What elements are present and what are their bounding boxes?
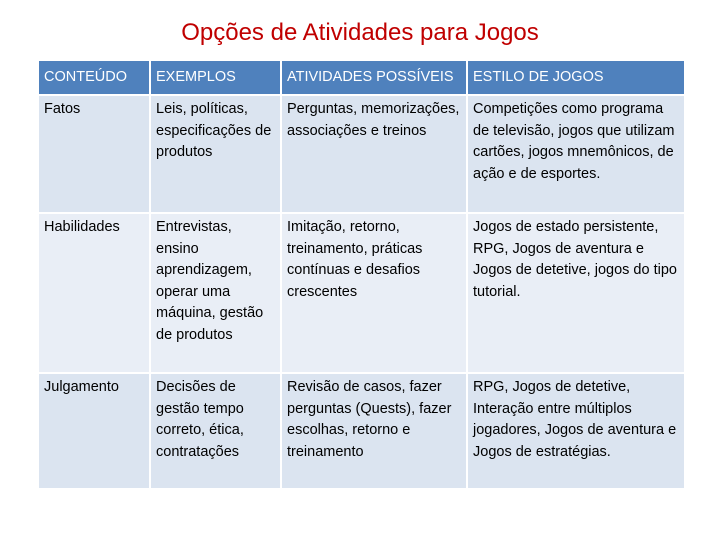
cell-conteudo: Julgamento (38, 373, 150, 489)
table-row (38, 373, 685, 489)
activities-table (37, 59, 686, 490)
cell-exemplos: Leis, políticas, especificações de produtos (150, 95, 281, 213)
header-atividades: ATIVIDADES POSSÍVEIS (281, 60, 467, 95)
table-header-row (38, 60, 685, 95)
cell-atividades: Revisão de casos, fazer perguntas (Quests), fazer escolhas, retorno e treinamento (281, 373, 467, 489)
cell-conteudo: Fatos (38, 95, 150, 213)
cell-estilo: RPG, Jogos de detetive, Interação entre múltiplos jogadores, Jogos de aventura e Jogos de estratégias. (467, 373, 685, 489)
cell-atividades: Imitação, retorno, treinamento, práticas contínuas e desafios crescentes (281, 213, 467, 373)
page-title: Opções de Atividades para Jogos (181, 19, 539, 46)
cell-exemplos: Entrevistas, ensino aprendizagem, operar uma máquina, gestão de produtos (150, 213, 281, 373)
header-estilo: ESTILO DE JOGOS (467, 60, 685, 95)
header-conteudo: CONTEÚDO (38, 60, 150, 95)
cell-exemplos: Decisões de gestão tempo correto, ética, contratações (150, 373, 281, 489)
cell-estilo: Competições como programa de televisão, jogos que utilizam cartões, jogos mnemônicos, de ação e de esportes. (467, 95, 685, 213)
table-row (38, 213, 685, 373)
cell-conteudo: Habilidades (38, 213, 150, 373)
cell-atividades: Perguntas, memorizações, associações e treinos (281, 95, 467, 213)
table-row (38, 95, 685, 213)
cell-estilo: Jogos de estado persistente, RPG, Jogos de aventura e Jogos de detetive, jogos do tipo tutorial. (467, 213, 685, 373)
header-exemplos: EXEMPLOS (150, 60, 281, 95)
